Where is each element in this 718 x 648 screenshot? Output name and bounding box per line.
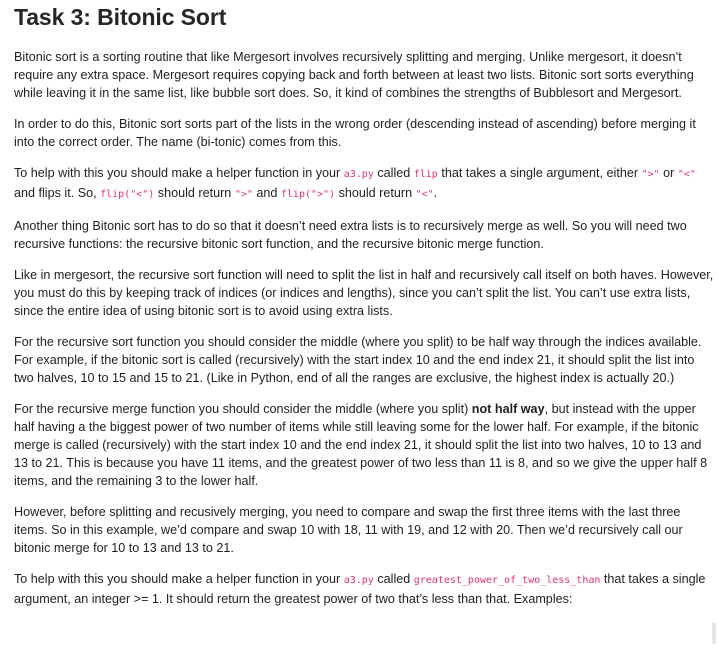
emphasis-text: not half way — [471, 402, 545, 416]
inline-code: "<" — [677, 169, 696, 180]
paragraph-compare-swap: However, before splitting and recusively merging, you need to compare and swap the first three items with the last three items. So in this example, we’d compare and swap 10 with 18, 11 with 19, and 12 with 20. Then we’d recursively call our bitonic merge for 10 to 13 and 13 to 21. — [14, 505, 683, 555]
inline-code: "<" — [415, 189, 434, 200]
inline-code: flip — [413, 169, 438, 180]
document-page — [14, 0, 714, 608]
paragraph-wrong-order: In order to do this, Bitonic sort sorts part of the lists in the wrong order (descending instead of ascending) before merging it into the correct order. The name (bi-tonic) comes from this. — [14, 117, 696, 149]
inline-code: ">" — [641, 169, 660, 180]
paragraph-indices: Like in mergesort, the recursive sort function will need to split the list in half and recursively call itself on both haves. However, you must do this by keeping track of indices (or indices and lengths), since you can’t split the list. You can’t use extra lists, since the entire idea of using bitonic sort is to avoid using extra lists. — [14, 268, 714, 318]
inline-code: flip(">") — [280, 189, 336, 200]
inline-code: a3.py — [343, 575, 374, 586]
paragraph-recursive-merge: Another thing Bitonic sort has to do so that it doesn’t need extra lists is to recursively merge as well. So you will need two recursive functions: the recursive bitonic sort function, and the recursive bitonic merge function. — [14, 219, 687, 251]
inline-code: ">" — [234, 189, 253, 200]
inline-code: a3.py — [343, 169, 374, 180]
paragraph-flip-helper: To help with this you should make a helper function in your a3.py called flip that takes a single argument, either ">" or "<" and flips it. So, flip("<") should return ">" and flip(">") should return "<". — [14, 166, 696, 200]
inline-code: greatest_power_of_two_less_than — [413, 575, 601, 586]
scrollbar-handle[interactable] — [712, 622, 716, 644]
page-title: Task 3: Bitonic Sort — [14, 4, 227, 30]
paragraph-intro: Bitonic sort is a sorting routine that like Mergesort involves recursively splitting and merging. Unlike mergesort, it doesn’t require any extra space. Mergesort requires copying back and forth between at least two lists. Bitonic sort sorts everything while leaving it in the same list, like bubble sort does. So, it kind of combines the strengths of Bubblesort and Mergesort. — [14, 50, 694, 100]
paragraph-sort-middle: For the recursive sort function you should consider the middle (where you split) to be half way through the indices available. For example, if the bitonic sort is called (recursively) with the start index 10 and the end index 21, it should split the list into two halves, 10 to 15 and 15 to 21. (Like in Python, end of all the ranges are exclusive, the highest index is actually 20.) — [14, 335, 702, 385]
paragraph-merge-middle: For the recursive merge function you should consider the middle (where you split) not half way, but instead with the upper half having a the biggest power of two number of items while still leaving some for the lower half. For example, if the bitonic merge is called (recursively) with the start index 10 and the end index 21, it should split the list into two halves, 10 to 13 and 13 to 21. This is because you have 11 items, and the greatest power of two less than 11 is 8, and so we give the upper half 8 items, and the remaining 3 to the lower half. — [14, 402, 708, 488]
inline-code: flip("<") — [100, 189, 155, 200]
paragraph-power-helper: To help with this you should make a helper function in your a3.py called greatest_power_of_two_less_than that takes a single argument, an integer >= 1. It should return the greatest power of two that’s less than that. Examples: — [14, 572, 706, 606]
